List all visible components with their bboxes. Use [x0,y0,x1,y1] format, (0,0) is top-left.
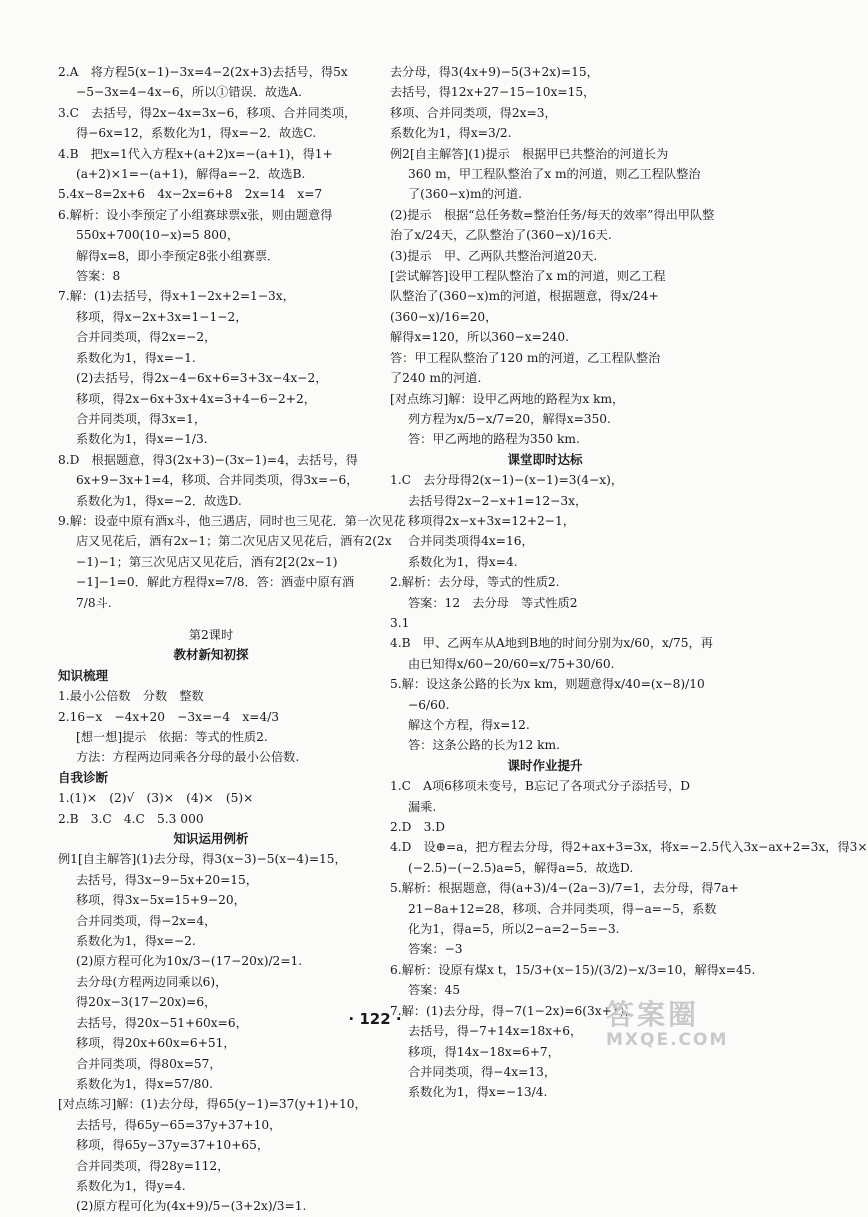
right-text-line: 由已知得x/60−20/60=x/75+30/60. [408,656,615,671]
left-text-line: 系数化为1，得x=−2．故选D. [76,493,242,508]
right-text-line: 5.解析：根据题意，得(a+3)/4−(2a−3)/7=1，去分母，得7a+ [390,881,739,896]
right-text-line: 4.B 甲、乙两车从A地到B地的时间分别为x/60，x/75，再 [390,636,713,651]
left-text-line: 得20x−3(17−20x)=6， [76,995,217,1010]
left-text-line: 9.解：设壶中原有酒x斗，他三遇店，同时也三见花．第一次见花 [58,513,406,528]
right-text-line: 去括号，得−7+14x=18x+6， [408,1024,583,1039]
right-text-line: 了(360−x)m的河道. [408,187,523,202]
left-text-line: 答案：8 [76,269,121,284]
right-text-line: 5.解：设这条公路的长为x km，则题意得x/40=(x−8)/10 [390,677,705,692]
right-text-line: 解这个方程，得x=12. [408,718,530,732]
left-text-line: 550x+700(10−x)=5 800， [76,228,240,243]
right-text-line: 队整治了(360−x)m的河道，根据题意，得x/24+ [390,289,659,304]
left-text-line: 合并同类项，得28y=112， [76,1158,230,1173]
left-text-line: 系数化为1，得y=4. [76,1178,186,1193]
right-text-line: 答案：12 去分母 等式性质2 [408,595,578,610]
left-text-line: 4.B 把x=1代入方程x+(a+2)x=−(a+1)，得1+ [58,146,333,161]
left-text-line: 店又见花后，酒有2x−1；第二次见店又见花后，酒有2(2x [76,534,392,549]
left-text-line: 2.16−x −4x+20 −3x=−4 x=4/3 [58,709,280,724]
left-text-line: [想一想]提示 依据：等式的性质2. [76,730,268,744]
right-text-line: 治了x/24天，乙队整治了(360−x)/16天. [390,228,612,243]
right-column [390,62,868,1103]
left-text-line: 6x+9−3x+1=4，移项、合并同类项，得3x=−6， [76,473,359,488]
left-text-line: 6.解析：设小李预定了小组赛球票x张，则由题意得 [58,207,333,222]
right-text-line: 合并同类项，得−4x=13， [408,1064,557,1079]
left-text-line: 自我诊断 [58,769,109,785]
left-text-line: 合并同类项，得80x=57， [76,1056,222,1071]
right-text-line: 去括号，得12x+27−15−10x=15， [390,85,596,100]
left-text-line: 教材新知初探 [173,647,249,663]
right-text-line: 移项、合并同类项，得2x=3， [390,105,557,120]
watermark-logo [606,1000,736,1052]
right-text-line: 4.D 设⊕=a，把方程去分母，得2+ax+3=3x，将x=−2.5代入3x−ax+2=3x，得3× [390,840,868,855]
left-text-line: (a+2)×1=−(a+1)，解得a=−2．故选B. [76,167,306,182]
left-text-line: 系数化为1，得x=−2. [76,934,196,949]
left-text-line: 第2课时 [188,627,234,642]
left-text-line: 例1[自主解答](1)去分母，得3(x−3)−5(x−4)=15， [58,852,347,867]
left-text-line: [对点练习]解：(1)去分母，得65(y−1)=37(y+1)+10， [58,1097,367,1112]
right-text-line: 360 m，甲工程队整治了x m的河道，则乙工程队整治 [408,167,701,182]
left-text-line: 解得x=8，即小李预定8张小组赛票． [76,248,280,263]
left-text-line: 知识梳理 [58,667,109,683]
left-text-line [58,613,364,625]
right-text-line: 移项，得14x−18x=6+7， [408,1044,560,1059]
right-text-line: 答案：−3 [408,942,463,957]
right-text-line: 了240 m的河道. [390,371,482,386]
left-text-line: −5−3x=4−4x−6，所以①错误．故选A. [76,85,302,100]
right-text-line: (2)提示 根据“总任务数=整治任务/每天的效率”得出甲队整 [390,207,715,222]
left-text-line: 系数化为1，得x=−1. [76,350,196,365]
left-text-line: 1.最小公倍数 分数 整数 [58,689,204,704]
right-text-line: 2.解析：去分母，等式的性质2. [390,575,560,590]
left-text-line: 方法：方程两边同乘各分母的最小公倍数. [76,750,300,765]
right-text-line: (3)提示 甲、乙两队共整治河道20天. [390,248,598,263]
right-text-line: [尝试解答]设甲工程队整治了x m的河道，则乙工程 [390,269,666,284]
left-text-line: 5.4x−8=2x+6 4x−2x=6+8 2x=14 x=7 [58,187,323,202]
left-text-line: 去括号，得65y−65=37y+37+10， [76,1117,282,1132]
left-text-line: 8.D 根据题意，得3(2x+3)−(3x−1)=4，去括号，得 [58,452,358,467]
left-text-line: 合并同类项，得3x=1， [76,411,207,426]
left-text-line: 3.C 去括号，得2x−4x=3x−6，移项、合并同类项， [58,105,357,120]
right-text-line: (360−x)/16=20， [390,309,498,324]
right-text-line: 解得x=120，所以360−x=240. [390,330,569,345]
left-text-line: 去分母(方程两边同乘以6)， [76,974,228,989]
left-text-line: 移项，得x−2x+3x=1−1−2， [76,309,248,324]
left-text-line: 得−6x=12，系数化为1，得x=−2．故选C. [76,126,317,141]
right-text-line: 6.解析：设原有煤x t，15/3+(x−15)/(3/2)−x/3=10，解得x=45. [390,962,756,977]
left-text-line: 1.(1)× (2)√ (3)× (4)× (5)× [58,791,254,806]
right-text-line: 课堂即时达标 [507,451,583,467]
left-text-line: 2.A 将方程5(x−1)−3x=4−2(2x+3)去括号，得5x [58,65,348,79]
right-text-line: 系数化为1，得x=3/2. [390,126,512,141]
left-text-line: −1]−1=0．解此方程得x=7/8．答：酒壶中原有酒 [76,575,355,590]
left-text-line: 去括号，得20x−51+60x=6， [76,1015,248,1030]
right-text-line: 1.C A项6移项未变号，B忘记了各项式分子添括号，D [390,779,690,794]
left-text-line: −1)−1；第三次见店又见花后，酒有2[2(2x−1) [76,554,338,569]
right-text-line: 答：这条公路的长为12 km. [408,738,560,753]
left-text-line: 移项，得2x−6x+3x+4x=3+4−6−2+2， [76,391,316,406]
right-text-line: 2.D 3.D [390,820,445,835]
left-text-line: 2.B 3.C 4.C 5.3 000 [58,811,204,826]
right-text-line: 答案：45 [408,983,461,998]
left-text-line: 移项，得3x−5x=15+9−20， [76,893,246,908]
right-text-line: 去括号得2x−2−x+1=12−3x， [408,493,588,508]
left-text-line: 7.解：(1)去括号，得x+1−2x+2=1−3x， [58,289,295,304]
right-text-line: 系数化为1，得x=−13/4. [408,1085,548,1100]
left-text-line: 移项，得20x+60x=6+51， [76,1036,236,1051]
left-text-line: 去括号，得3x−9−5x+20=15， [76,872,258,887]
left-text-line: (2)原方程可化为(4x+9)/5−(3+2x)/3=1. [76,1199,307,1214]
left-text-line: 7/8斗. [76,595,112,610]
right-text-line: −6/60. [408,697,450,712]
right-text-line: [对点练习]解：设甲乙两地的路程为x km， [390,391,625,406]
page-number: · 122 · [348,1010,402,1028]
right-text-line: 答：甲乙两地的路程为350 km. [408,432,580,447]
left-text-line: 系数化为1，得x=−1/3. [76,432,208,447]
right-text-line: (−2.5)−(−2.5)a=5，解得a=5．故选D. [408,860,634,875]
right-text-line: 移项得2x−x+3x=12+2−1， [408,513,575,528]
right-text-line: 合并同类项得4x=16， [408,534,534,549]
right-text-line: 3.1 [390,615,410,630]
right-text-line: 漏乘. [408,799,437,814]
left-text-line: 知识运用例析 [173,831,249,847]
left-text-line: 移项，得65y−37y=37+10+65， [76,1138,270,1153]
right-text-line: 化为1，得a=5，所以2−a=2−5=−3. [408,922,620,937]
right-text-line: 答：甲工程队整治了120 m的河道，乙工程队整治 [390,350,661,365]
right-text-line: 系数化为1，得x=4. [408,554,518,569]
right-text-line: 7.解：(1)去分母，得−7(1−2x)=6(3x+1)， [390,1003,637,1018]
watermark-text: 答案圈 [606,998,700,1031]
right-text-line: 例2[自主解答](1)提示 根据甲已共整治的河道长为 [390,146,669,161]
left-text-line: 系数化为1，得x=57/80. [76,1076,213,1091]
right-text-line: 列方程为x/5−x/7=20，解得x=350. [408,411,611,426]
right-text-line: 21−8a+12=28，移项、合并同类项，得−a=−5，系数 [408,901,717,916]
left-text-line: 合并同类项，得2x=−2， [76,330,217,345]
right-text-line: 1.C 去分母得2(x−1)−(x−1)=3(4−x)， [390,473,624,488]
left-text-line: 合并同类项，得−2x=4， [76,913,217,928]
right-text-line: 去分母，得3(4x+9)−5(3+2x)=15， [390,65,599,79]
left-text-line: (2)去括号，得2x−4−6x+6=3+3x−4x−2， [76,371,328,386]
left-text-line: (2)原方程可化为10x/3−(17−20x)/2=1. [76,954,303,969]
right-text-line: 课时作业提升 [507,757,583,773]
watermark-url: MXQE.COM [606,1030,729,1050]
